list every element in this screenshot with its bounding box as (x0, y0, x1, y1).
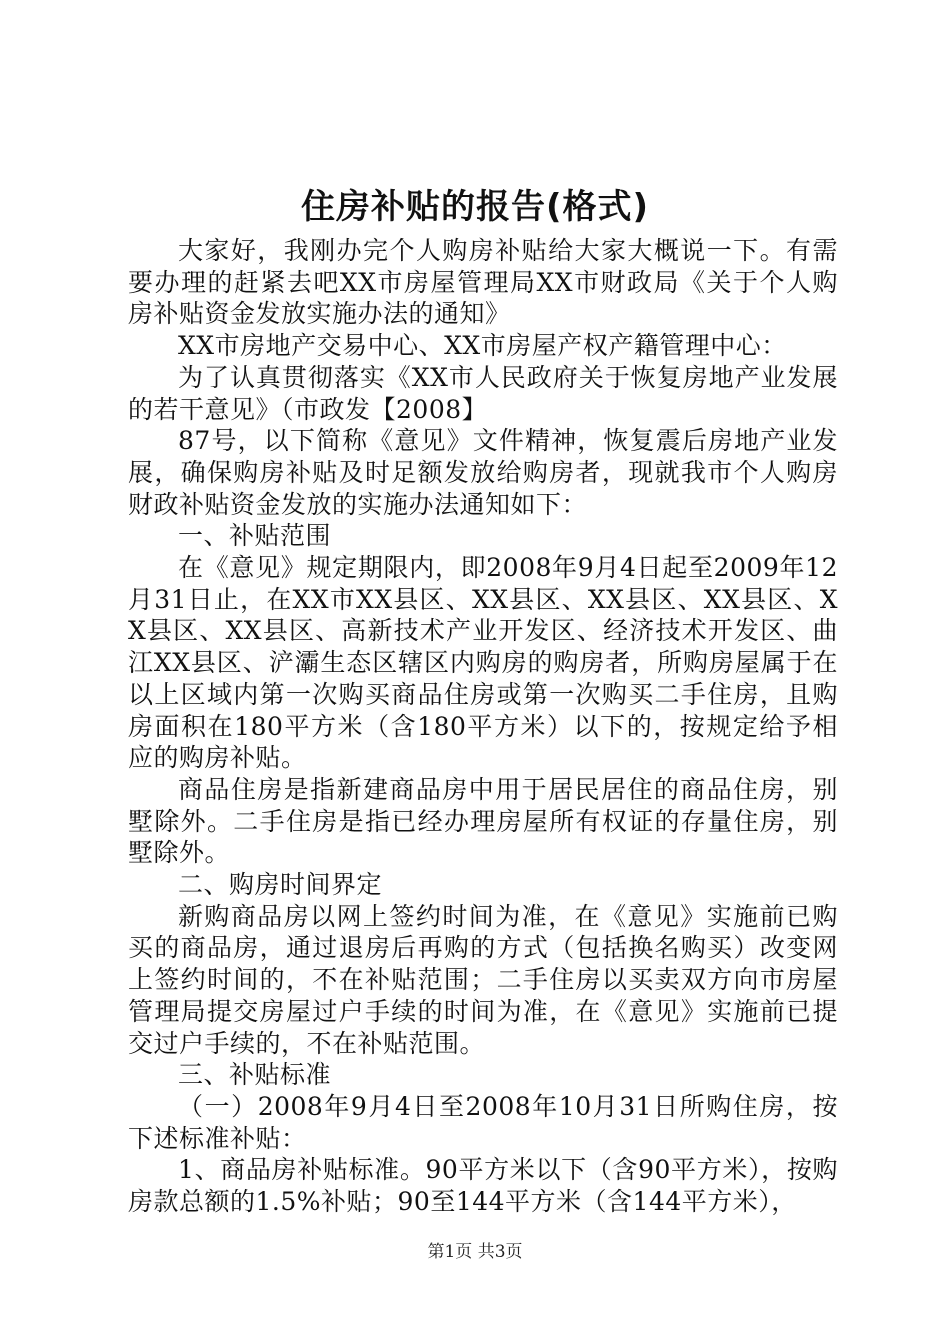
paragraph: 商品住房是指新建商品房中用于居民居住的商品住房，别墅除外。二手住房是指已经办理房屋所有权证的存量住房，别墅除外。 (128, 774, 838, 868)
paragraph: 87号，以下简称《意见》文件精神，恢复震后房地产业发展，确保购房补贴及时足额发放给购房者，现就我市个人购房财政补贴资金发放的实施办法通知如下： (128, 426, 838, 519)
section-heading: 三、补贴标准 (178, 1060, 332, 1090)
paragraph: 大家好，我刚办完个人购房补贴给大家大概说一下。有需要办理的赶紧去吧XX市房屋管理局XX市财政局《关于个人购房补贴资金发放实施办法的通知》 (128, 236, 838, 329)
paragraph: 在《意见》规定期限内，即2008年9月4日起至2009年12月31日止，在XX市XX县区、XX县区、XX县区、XX县区、XX县区、XX县区、高新技术产业开发区、经济技术开发区、曲江XX县区、浐灞生态区辖区内购房的购房者，所购房屋属于在以上区域内第一次购买商品住房或第一次购买二手住房，且购房面积在180平方米（含180平方米）以下的，按规定给予相应的购房补贴。 (128, 553, 838, 773)
paragraph: （一）2008年9月4日至2008年10月31日所购住房，按下述标准补贴： (128, 1091, 838, 1153)
paragraph: 为了认真贯彻落实《XX市人民政府关于恢复房地产业发展的若干意见》（市政发【2008】 (128, 362, 838, 424)
paragraph: XX市房地产交易中心、XX市房屋产权产籍管理中心： (178, 331, 787, 361)
document-body (128, 235, 838, 1218)
document-title: 住房补贴的报告(格式) (300, 187, 650, 227)
page-number-footer: 第1页 共3页 (427, 1242, 523, 1262)
section-heading: 二、购房时间界定 (178, 870, 383, 900)
paragraph: 新购商品房以网上签约时间为准，在《意见》实施前已购买的商品房，通过退房后再购的方式（包括换名购买）改变网上签约时间的，不在补贴范围；二手住房以买卖双方向市房屋管理局提交房屋过户手续的时间为准，在《意见》实施前已提交过户手续的，不在补贴范围。 (128, 901, 838, 1058)
paragraph: 1、商品房补贴标准。90平方米以下（含90平方米），按购房款总额的1.5%补贴；90至144平方米（含144平方米）， (128, 1155, 838, 1217)
section-heading: 一、补贴范围 (178, 521, 332, 551)
